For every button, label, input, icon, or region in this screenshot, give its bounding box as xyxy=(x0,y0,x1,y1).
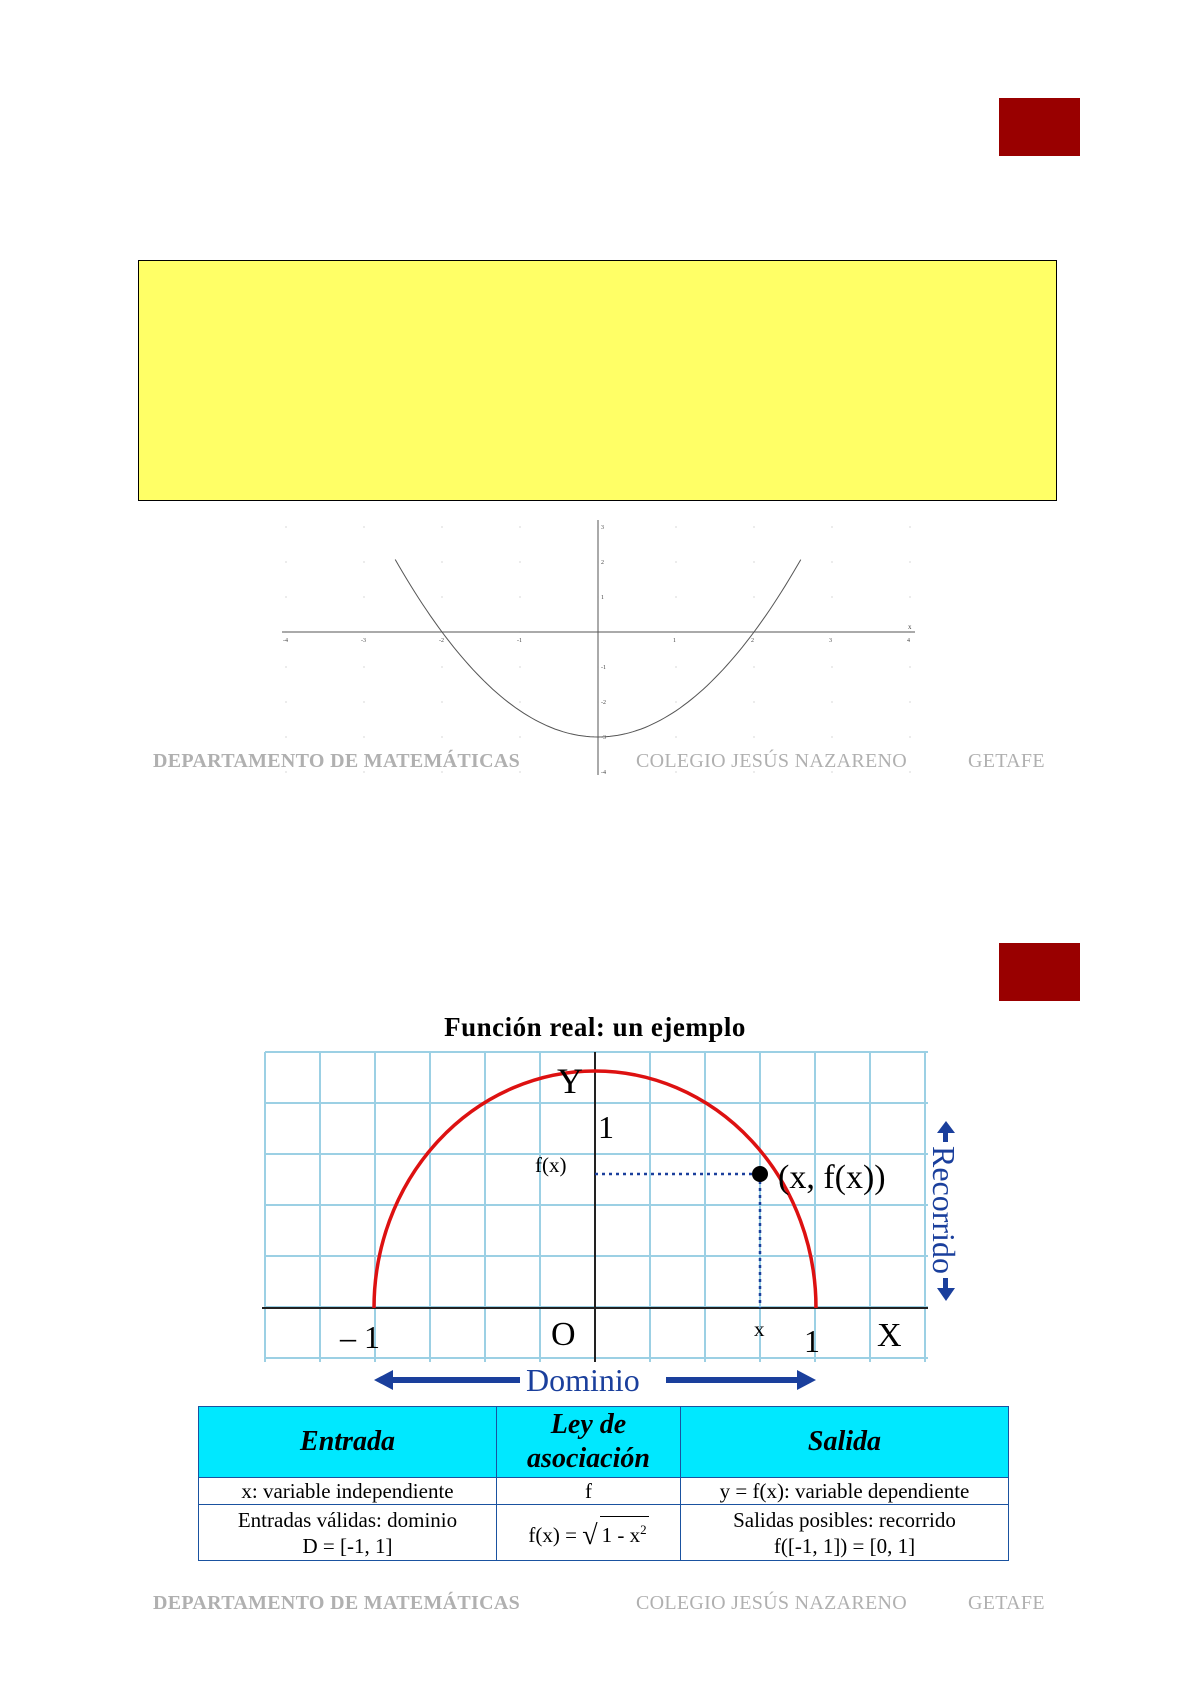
grid-dot xyxy=(675,701,676,702)
mini-x-tick-label: 1 xyxy=(673,638,676,644)
cell-f: f xyxy=(497,1478,681,1505)
grid-dot xyxy=(909,561,910,562)
grid-dot xyxy=(831,596,832,597)
mini-y-tick-label: 2 xyxy=(601,560,604,566)
x-one-label: 1 xyxy=(804,1323,820,1359)
grid-dot xyxy=(753,596,754,597)
mini-x-tick-label: -1 xyxy=(517,638,522,644)
mini-parabola-graph xyxy=(270,500,930,780)
y-one-label: 1 xyxy=(598,1109,614,1145)
grid-dot xyxy=(363,561,364,562)
cell-variable-dependiente: y = f(x): variable dependiente xyxy=(681,1478,1009,1505)
grid-dot xyxy=(285,596,286,597)
grid-dot xyxy=(285,736,286,737)
mini-x-tick-label: -2 xyxy=(439,638,444,644)
formula-prefix: f(x) = xyxy=(528,1523,577,1547)
formula-exponent: 2 xyxy=(640,1522,647,1537)
grid xyxy=(265,1052,928,1362)
grid-dot xyxy=(831,701,832,702)
grid-dot xyxy=(753,561,754,562)
grid-dot xyxy=(909,771,910,772)
dominio-label: Dominio xyxy=(526,1362,640,1398)
recorrido-arrow-down-shaft xyxy=(943,1278,948,1288)
figure-title: Función real: un ejemplo xyxy=(444,1012,746,1042)
grid-dot xyxy=(441,701,442,702)
mini-x-tick-label: 2 xyxy=(751,638,754,644)
grid-dot xyxy=(909,526,910,527)
page1-accent-block xyxy=(999,98,1080,156)
recorrido-arrow-down xyxy=(937,1288,955,1301)
recorrido-label: Recorrido xyxy=(926,1146,962,1274)
formula-radicand-wrap xyxy=(600,1516,649,1548)
yellow-text-box xyxy=(138,260,1057,501)
grid-dot xyxy=(285,701,286,702)
grid-dot xyxy=(831,666,832,667)
grid-dot xyxy=(675,561,676,562)
cell-formula xyxy=(497,1505,681,1561)
grid-dot xyxy=(285,526,286,527)
mini-y-tick-label: -2 xyxy=(601,700,606,706)
mini-x-tick-label: -4 xyxy=(283,638,288,644)
header-entrada: Entrada xyxy=(199,1407,497,1478)
grid-dot xyxy=(363,526,364,527)
fx-label: f(x) xyxy=(535,1153,567,1177)
salidas-posibles-text: Salidas posibles: recorrido xyxy=(733,1507,956,1532)
page2-accent-block xyxy=(999,943,1080,1001)
grid-dot xyxy=(441,596,442,597)
cell-variable-independiente: x: variable independiente xyxy=(199,1478,497,1505)
table-header-row xyxy=(199,1407,1009,1478)
page1-footer-school: COLEGIO JESÚS NAZARENO xyxy=(636,750,908,772)
recorrido-arrow-up-shaft xyxy=(943,1132,948,1142)
dominio-arrow-right xyxy=(797,1370,816,1390)
grid-dot xyxy=(909,701,910,702)
page2-footer-city: GETAFE xyxy=(968,1592,1045,1614)
grid-dot xyxy=(363,666,364,667)
grid-dot xyxy=(519,561,520,562)
function-summary-table xyxy=(198,1406,1009,1561)
grid-dot xyxy=(753,701,754,702)
grid-dot xyxy=(441,736,442,737)
semicircle-function-graph xyxy=(260,1050,962,1400)
page2-footer-department: DEPARTAMENTO DE MATEMÁTICAS xyxy=(153,1592,521,1614)
grid-dot xyxy=(519,701,520,702)
dominio-value: D = [-1, 1] xyxy=(302,1533,393,1558)
dominio-arrow-left xyxy=(374,1370,393,1390)
mini-y-tick-label: -4 xyxy=(601,770,606,776)
dominio-arrow-right-shaft xyxy=(666,1377,798,1383)
grid-dot xyxy=(675,736,676,737)
y-axis-label: Y xyxy=(557,1061,583,1101)
grid-dot xyxy=(753,666,754,667)
mini-y-tick-label: 1 xyxy=(601,595,604,601)
mini-y-tick-label: -1 xyxy=(601,665,606,671)
grid-dot xyxy=(753,526,754,527)
grid-dot xyxy=(831,561,832,562)
x-axis-label: X xyxy=(877,1317,902,1354)
mini-x-axis-label: x xyxy=(908,623,912,631)
grid-dot xyxy=(675,596,676,597)
grid-dot xyxy=(675,526,676,527)
grid-dot xyxy=(831,736,832,737)
sqrt-symbol: √ xyxy=(582,1520,598,1551)
page1-footer-department: DEPARTAMENTO DE MATEMÁTICAS xyxy=(153,750,521,772)
grid-dot xyxy=(831,526,832,527)
table-row xyxy=(199,1505,1009,1561)
grid-dot xyxy=(519,666,520,667)
grid-dot xyxy=(675,666,676,667)
grid-dot xyxy=(519,736,520,737)
grid-dot xyxy=(441,666,442,667)
point-label: (x, f(x)) xyxy=(778,1159,886,1196)
grid-dot xyxy=(441,561,442,562)
page2-footer-school: COLEGIO JESÚS NAZARENO xyxy=(636,1592,908,1614)
header-salida: Salida xyxy=(681,1407,1009,1478)
grid-dot xyxy=(363,596,364,597)
recorrido-arrow-up xyxy=(937,1121,955,1133)
x-mark-label: x xyxy=(754,1317,765,1341)
cell-salidas-posibles xyxy=(681,1505,1009,1561)
dominio-arrow-left-shaft xyxy=(392,1377,520,1383)
grid-dot xyxy=(285,561,286,562)
recorrido-value: f([-1, 1]) = [0, 1] xyxy=(773,1533,916,1558)
grid-dot xyxy=(519,526,520,527)
mini-x-tick-label: 4 xyxy=(907,638,910,644)
point-marker xyxy=(752,1166,768,1182)
table-row xyxy=(199,1478,1009,1505)
origin-label: O xyxy=(551,1316,576,1353)
entradas-validas-text: Entradas válidas: dominio xyxy=(237,1507,458,1532)
header-ley-asociacion: Ley de asociación xyxy=(497,1407,681,1478)
grid-dot xyxy=(363,736,364,737)
minus-one-label: – 1 xyxy=(340,1319,380,1355)
grid-dot xyxy=(285,666,286,667)
mini-y-tick-label: 3 xyxy=(601,525,604,531)
page1-footer-city: GETAFE xyxy=(968,750,1045,772)
grid-dot xyxy=(441,526,442,527)
grid-dot xyxy=(753,736,754,737)
grid-dot xyxy=(909,666,910,667)
grid-dot xyxy=(363,701,364,702)
grid-dot xyxy=(909,596,910,597)
mini-x-tick-label: -3 xyxy=(361,638,366,644)
mini-y-tick-label: -3 xyxy=(601,735,606,741)
formula-radicand: 1 - x xyxy=(601,1523,641,1547)
mini-x-tick-label: 3 xyxy=(829,638,832,644)
cell-entradas-validas xyxy=(199,1505,497,1561)
grid-dot xyxy=(519,596,520,597)
grid-dot xyxy=(909,736,910,737)
